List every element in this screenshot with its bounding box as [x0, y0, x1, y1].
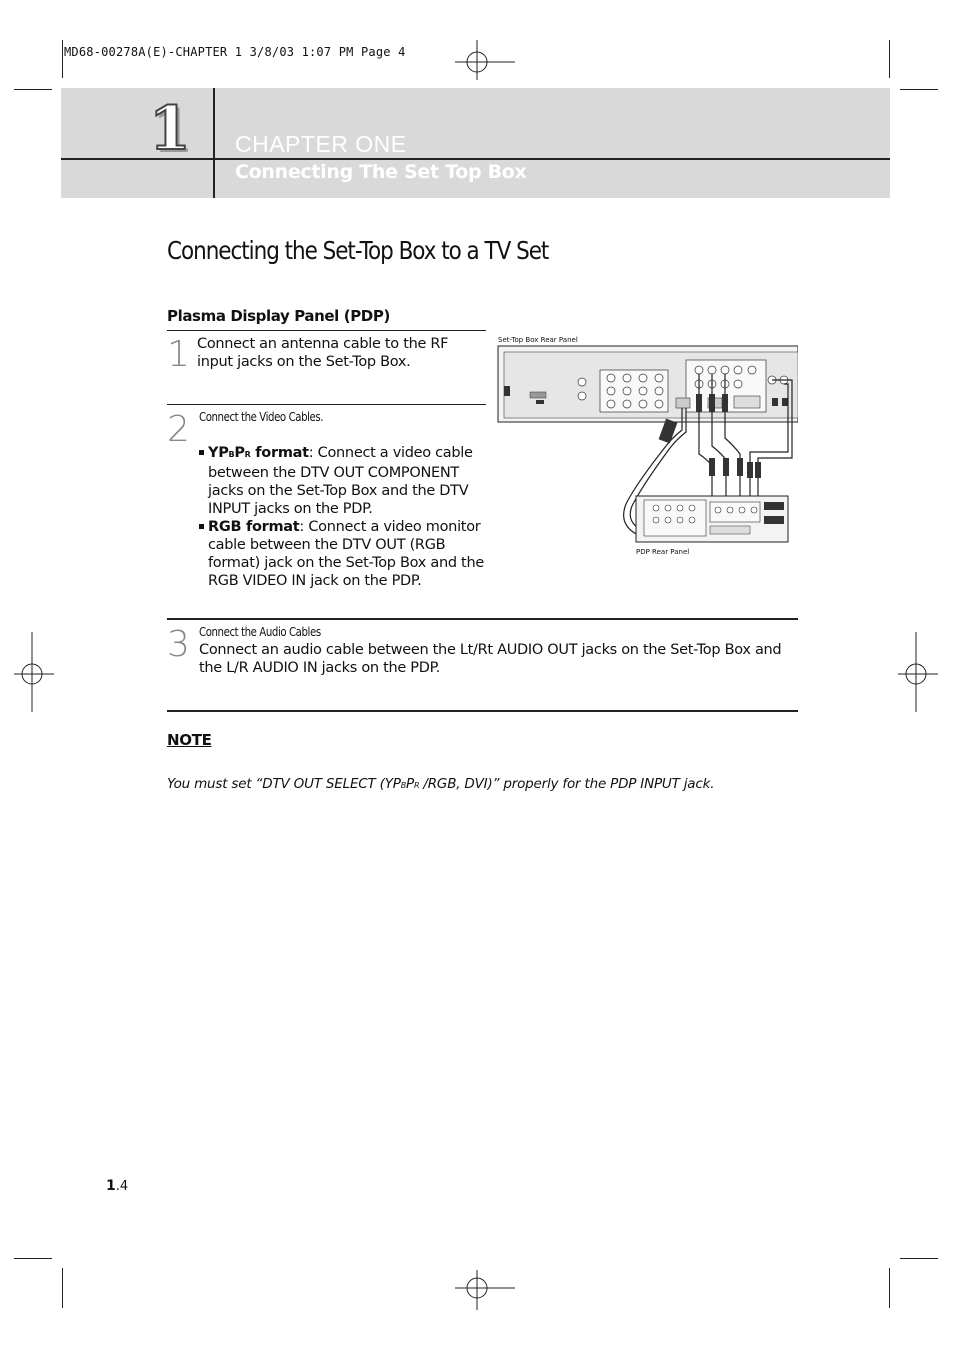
bullet-icon — [199, 524, 204, 529]
chapter-header — [61, 88, 890, 198]
step-heading: Connect the Audio Cables — [199, 625, 321, 639]
list-item — [199, 518, 489, 590]
step-bullets — [199, 444, 489, 590]
registration-mark-icon — [455, 1270, 515, 1310]
section-title: Plasma Display Panel (PDP) — [167, 307, 390, 325]
divider — [167, 710, 798, 712]
crop-mark — [889, 1268, 890, 1308]
print-slug: MD68-00278A(E)-CHAPTER 1 3/8/03 1:07 PM Page 4 — [64, 45, 406, 59]
chapter-label: CHAPTER ONE — [235, 131, 407, 157]
list-item — [199, 444, 489, 518]
bullet-icon — [199, 450, 204, 455]
crop-mark — [900, 1258, 938, 1259]
chapter-title: Connecting The Set Top Box — [235, 161, 527, 183]
bullet-text: : Connect a video monitor cable between the DTV OUT (RGB format) jack on the Set-Top Box and the RGB VIDEO IN jack on the PDP. — [208, 519, 484, 589]
step-number: 3 — [167, 624, 190, 665]
crop-mark — [62, 1268, 63, 1308]
registration-mark-icon — [898, 632, 938, 712]
crop-mark — [889, 40, 890, 78]
crop-mark — [14, 89, 52, 90]
divider — [167, 330, 486, 331]
page-title: Connecting the Set-Top Box to a TV Set — [167, 236, 549, 265]
step-text: Connect an audio cable between the Lt/Rt AUDIO OUT jacks on the Set-Top Box and the L/R AUDIO IN jacks on the PDP. — [199, 642, 782, 676]
registration-mark-icon — [14, 632, 54, 712]
step-number: 1 — [167, 334, 190, 375]
bullet-label: YPBPR format — [208, 445, 309, 461]
divider — [167, 404, 486, 405]
header-divider — [213, 88, 215, 198]
crop-mark — [900, 89, 938, 90]
bullet-label: RGB format — [208, 519, 300, 535]
pdp-rear-panel — [636, 496, 788, 542]
step-number: 2 — [167, 409, 190, 450]
note-text: You must set “DTV OUT SELECT (YPBPR /RGB, DVI)” properly for the PDP INPUT jack. — [167, 776, 715, 792]
page-number: 1.4 — [106, 1178, 129, 1194]
step-text: Connect an antenna cable to the RF input jacks on the Set-Top Box. — [197, 336, 449, 370]
connection-diagram — [496, 334, 798, 556]
step-heading: Connect the Video Cables. — [199, 410, 324, 424]
note-heading: NOTE — [167, 731, 212, 749]
bullet-text: : Connect a video cable between the DTV OUT COMPONENT jacks on the Set-Top Box and the DTV INPUT jacks on the PDP. — [208, 445, 473, 517]
divider — [167, 618, 798, 620]
registration-mark-icon — [455, 40, 515, 80]
diagram-label-bottom: PDP Rear Panel — [636, 548, 690, 556]
crop-mark — [62, 40, 63, 78]
diagram-label-top: Set-Top Box Rear Panel — [498, 336, 578, 344]
crop-mark — [14, 1258, 52, 1259]
set-top-box-rear-panel — [498, 346, 798, 422]
chapter-number: 1 — [149, 94, 191, 164]
